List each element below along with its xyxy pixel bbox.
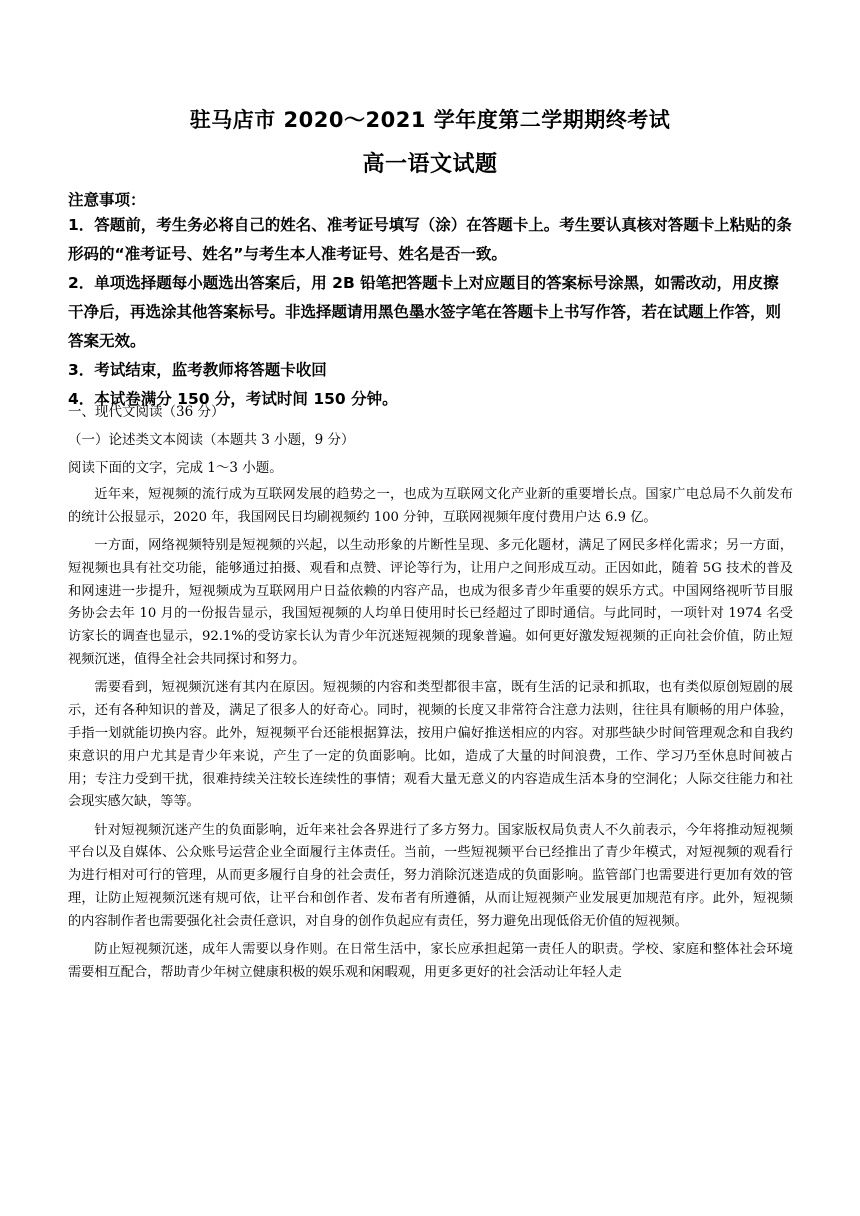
section-heading: 一、现代文阅读（36 分） (68, 404, 225, 420)
notice-item: 1．答题前，考生务必将自己的姓名、准考证号填写（涂）在答题卡上。考生要认真核对答题卡上粘贴的条形码的“准考证号、姓名”与考生本人准考证号、姓名是否一致。 (68, 216, 792, 263)
passage-paragraph: 针对短视频沉迷产生的负面影响，近年来社会各界进行了多方努力。国家版权局负责人不久前表示，今年将推动短视频平台以及自媒体、公众账号运营企业全面履行主体责任。当前，一些短视频平台已经推出了青少年模式，对短视频的观看行为进行相对可行的管理，从而更多履行自身的社会责任，努力消除沉迷造成的负面影响。监管部门也需要进行更加有效的管理，让防止短视频沉迷有规可依，让平台和创作者、发布者有所遵循，从而让短视频产业发展更加规范有序。此外，短视频的内容制作者也需要强化社会责任意识，对自身的创作负起应有责任，努力避免出现低俗无价值的短视频。 (68, 822, 793, 929)
notice-list (68, 211, 793, 414)
exam-title: 驻马店市 2020～2021 学年度第二学期期终考试 (189, 108, 671, 132)
passage-paragraph: 近年来，短视频的流行成为互联网发展的趋势之一，也成为互联网文化产业新的重要增长点。国家广电总局不久前发布的统计公报显示，2020 年，我国网民日均刷视频约 100 分钟，互联网视频年度付费用户达 6.9 亿。 (68, 487, 793, 525)
notice-item: 2．单项选择题每小题选出答案后，用 2B 铅笔把答题卡上对应题目的答案标号涂黑，如需改动，用皮擦干净后，再选涂其他答案标号。非选择题请用黑色墨水签字笔在答题卡上书写作答，若在试题上作答，则答案无效。 (68, 274, 782, 350)
notice-heading: 注意事项： (68, 191, 146, 209)
notice-item: 3．考试结束，监考教师将答题卡收回 (68, 361, 327, 379)
exam-subtitle: 高一语文试题 (362, 152, 498, 177)
passage-paragraph: 需要看到，短视频沉迷有其内在原因。短视频的内容和类型都很丰富，既有生活的记录和抓取，也有类似原创短剧的展示，还有各种知识的普及，满足了很多人的好奇心。同时，视频的长度又非常符合注意力法则，往往具有顺畅的用户体验，手指一划就能切换内容。此外，短视频平台还能根据算法，按用户偏好推送相应的内容。对那些缺少时间管理观念和自我约束意识的用户尤其是青少年来说，产生了一定的负面影响。比如，造成了大量的时间浪费，工作、学习乃至休息时间被占用；专注力受到干扰，很难持续关注较长连续性的事情；观看大量无意义的内容造成生活本身的空洞化；人际交往能力和社会现实感欠缺，等等。 (68, 680, 793, 810)
reading-instruction: 阅读下面的文字，完成 1～3 小题。 (68, 460, 283, 476)
reading-passage (68, 484, 793, 990)
passage-paragraph: 防止短视频沉迷，成年人需要以身作则。在日常生活中，家长应承担起第一责任人的职责。学校、家庭和整体社会环境需要相互配合，帮助青少年树立健康积极的娱乐观和闲暇观，用更多更好的社会活动让年轻人走 (68, 942, 793, 980)
notice-item: 4．本试卷满分 150 分，考试时间 150 分钟。 (68, 390, 398, 408)
subsection-heading: （一）论述类文本阅读（本题共 3 小题，9 分） (68, 432, 355, 448)
passage-paragraph: 一方面，网络视频特别是短视频的兴起，以生动形象的片断性呈现、多元化题材，满足了网民多样化需求；另一方面，短视频也具有社交功能，能够通过拍摄、观看和点赞、评论等行为，让用户之间形成互动。正因如此，随着 5G 技术的普及和网速进一步提升，短视频成为互联网用户日益依赖的内容产品，也成为很多青少年重要的娱乐方式。中国网络视听节目服务协会去年 10 月的一份报告显示，我国短视频的人均单日使用时长已经超过了即时通信。与此同时，一项针对 1974 名受访家长的调查也显示，92.1%的受访家长认为青少年沉迷短视频的现象普遍。如何更好激发短视频的正向社会价值，防止短视频沉迷，值得全社会共同探讨和努力。 (68, 538, 793, 668)
